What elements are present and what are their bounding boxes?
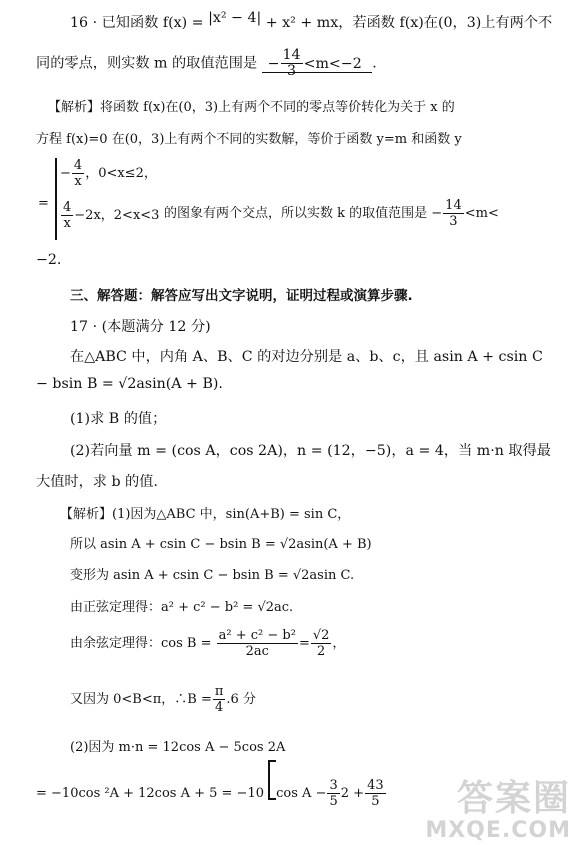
sol17-line-8: [36, 778, 387, 809]
piecewise-brace: [55, 158, 57, 240]
sol16-eq-sign: =: [38, 196, 49, 211]
sol17-line-1: 【解析】(1)因为△ABC 中，sin(A+B) = sin C，: [60, 507, 351, 522]
b-value-text: 又因为 0<B<π，∴B =: [70, 692, 212, 707]
q16-answer-fraction: [281, 48, 303, 79]
b-value-fraction: [213, 684, 226, 715]
cos-rule-end: ，: [332, 636, 346, 651]
q17-header: 17 · (本题满分 12 分): [70, 319, 211, 335]
case-1-fraction: [72, 158, 84, 189]
b-value-den: 4: [215, 700, 224, 715]
q16-answer-num: 14: [282, 47, 301, 63]
sol16-case-2: [60, 200, 159, 231]
constant-den: 5: [371, 794, 380, 809]
watermark-url: MXQE.COM: [425, 818, 571, 843]
sol16-line-4: [164, 198, 499, 229]
case-1-cond: ，0<x≤2，: [85, 166, 157, 181]
q16-line-2: [36, 48, 377, 79]
b-value-tail: .6 分: [226, 692, 256, 707]
case-2-den: x: [63, 216, 71, 231]
q16-abs-expr: |x² − 4|: [208, 10, 262, 26]
squared-group: [268, 778, 349, 809]
cos-rule-eq: =: [298, 636, 310, 651]
q16-line-1: [70, 12, 552, 32]
sol16-case-1: [60, 158, 157, 189]
sol17-line-4: 由正弦定理得：a² + c² − b² = √2ac.: [70, 600, 294, 615]
sol17-line-2: 所以 asin A + csin C − bsin B = √2asin(A + B): [70, 537, 372, 552]
cos-rule-den: 2ac: [245, 644, 269, 659]
q17-part-2-b: 大值时，求 b 的值.: [36, 474, 158, 490]
range-num: 14: [445, 198, 462, 213]
q16-answer: [262, 47, 373, 79]
sol16-line-1: 【解析】将函数 f(x)在(0，3)上有两个不同的零点等价转化为关于 x 的: [48, 100, 455, 115]
squared-fraction: [327, 778, 339, 809]
case-1-den: x: [74, 174, 82, 189]
case-2-num: 4: [63, 200, 72, 215]
squared-inner: cos A −: [276, 786, 327, 801]
b-value-num: π: [214, 684, 224, 699]
q17-part-2-a: (2)若向量 m = (cos A，cos 2A)，n = (12，−5)，a = 4，当 m·n 取得最: [70, 443, 551, 459]
section-title: 三、解答题：解答应写出文字说明，证明过程或演算步骤.: [70, 288, 413, 304]
q16-answer-tail: <m<−2: [303, 55, 362, 72]
q16-answer-neg: −: [267, 55, 280, 72]
range-tail: <m<: [464, 206, 499, 221]
sol16-range-fraction: [443, 198, 464, 229]
left-bracket: [268, 760, 276, 800]
range-den: 3: [449, 214, 458, 229]
cos-rule-result-den: 2: [317, 644, 326, 659]
cos-rule-result: [311, 628, 332, 659]
quadratic-plus: +: [353, 786, 365, 801]
case-1-neg: −: [60, 166, 71, 181]
cos-rule-result-num: √2: [312, 628, 330, 643]
cos-rule-num: a² + c² − b²: [218, 628, 296, 643]
sol16-line-2: 方程 f(x)=0 在(0，3)上有两个不同的实数解，等价于函数 y=m 和函数 y: [36, 132, 462, 147]
sol16-line-4-text: 的图象有两个交点，所以实数 k 的取值范围是 −: [164, 206, 443, 221]
quadratic-text: = −10cos ²A + 12cos A + 5 = −10: [36, 786, 264, 801]
q17-line-2: − bsin B = √2asin(A + B).: [36, 376, 223, 392]
cos-rule-fraction: [217, 628, 298, 659]
q17-part-1: (1)求 B 的值；: [70, 411, 167, 427]
sol17-line-5: [70, 628, 345, 659]
case-2-tail: −2x，2<x<3: [74, 208, 160, 223]
q16-text: 16 · 已知函数 f(x) =: [70, 15, 209, 31]
q16-text: .: [372, 55, 377, 72]
cos-rule-text: 由余弦定理得：cos B =: [70, 636, 212, 651]
sol17-line-6: [70, 684, 256, 715]
case-2-fraction: [61, 200, 73, 231]
squared-num: 3: [329, 778, 338, 793]
q16-text: 同的零点，则实数 m 的取值范围是: [36, 55, 258, 72]
case-1-num: 4: [73, 158, 83, 173]
squared-exponent: 2: [340, 786, 350, 801]
constant-fraction: [365, 778, 386, 809]
constant-num: 43: [367, 778, 384, 793]
sol17-line-7: (2)因为 m·n = 12cos A − 5cos 2A: [70, 740, 286, 755]
q17-line-1: 在△ABC 中，内角 A、B、C 的对边分别是 a、b、c，且 asin A + csin C: [70, 349, 543, 365]
squared-den: 5: [329, 794, 338, 809]
q16-text: + x² + mx，若函数 f(x)在(0，3)上有两个不: [261, 15, 553, 31]
watermark-logo: 答案圈: [456, 778, 571, 819]
q16-answer-den: 3: [287, 63, 297, 79]
sol16-line-5: −2.: [36, 252, 62, 268]
sol17-line-3: 变形为 asin A + csin C − bsin B = √2asin C.: [70, 568, 355, 583]
